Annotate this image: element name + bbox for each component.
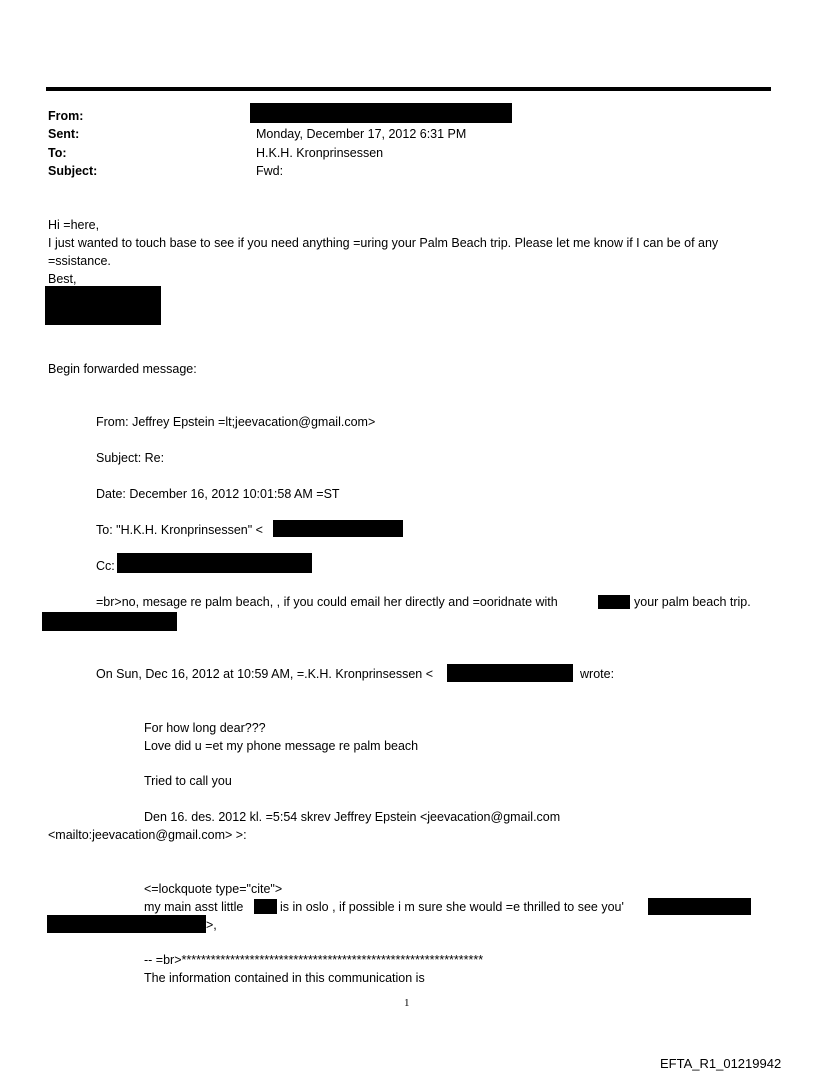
- info-line: The information contained in this communication is: [144, 971, 425, 985]
- fwd-to: To: "H.K.H. Kronprinsessen" <: [96, 523, 263, 537]
- fwd-from: From: Jeffrey Epstein =lt;jeevacation@gmail.com>: [96, 415, 376, 429]
- redaction-quote-end: [648, 898, 751, 915]
- body-line-1: I just wanted to touch base to see if you need anything =uring your Palm Beach trip. Please let me know if I can be of any: [48, 236, 719, 250]
- to-label: To:: [48, 146, 67, 160]
- reply-on-line: On Sun, Dec 16, 2012 at 10:59 AM, =.K.H. Kronprinsessen <: [96, 667, 434, 681]
- reply-wrote: wrote:: [580, 667, 615, 681]
- sent-label: Sent:: [48, 127, 80, 141]
- redaction-quote-cont: [47, 915, 206, 933]
- from-label: From:: [48, 109, 84, 123]
- quote-line-1: For how long dear???: [144, 721, 266, 735]
- quote-cont: >,: [206, 918, 217, 932]
- redaction-to: [273, 520, 403, 537]
- fwd-message-end: your palm beach trip.: [634, 595, 751, 609]
- redaction-signature: [45, 286, 161, 325]
- den-line: Den 16. des. 2012 kl. =5:54 skrev Jeffrey Epstein <jeevacation@gmail.com: [144, 810, 561, 824]
- redaction-sender: [42, 612, 177, 631]
- quote-line-3: Tried to call you: [144, 774, 232, 788]
- mailto-line: <mailto:jeevacation@gmail.com> >:: [48, 828, 247, 842]
- body-line-2: =ssistance.: [48, 254, 111, 268]
- redaction-cc: [117, 553, 312, 573]
- fwd-message: =br>no, mesage re palm beach, , if you could email her directly and =ooridnate with: [96, 595, 558, 609]
- header-rule: [46, 87, 771, 91]
- sent-value: Monday, December 17, 2012 6:31 PM: [256, 127, 467, 141]
- to-value: H.K.H. Kronprinsessen: [256, 146, 384, 160]
- redaction-name: [598, 595, 630, 609]
- fwd-date: Date: December 16, 2012 10:01:58 AM =ST: [96, 487, 340, 501]
- redaction-reply-email: [447, 664, 573, 682]
- separator-line: -- =br>**************************************************************: [144, 953, 484, 967]
- redaction-from: [250, 103, 512, 123]
- greeting: Hi =here,: [48, 218, 100, 232]
- quote-line-2: Love did u =et my phone message re palm beach: [144, 739, 419, 753]
- subject-value: Fwd:: [256, 164, 284, 178]
- subject-label: Subject:: [48, 164, 98, 178]
- quote-text-b: is in oslo , if possible i m sure she would =e thrilled to see you': [280, 900, 624, 914]
- blockquote-tag: <=lockquote type="cite">: [144, 882, 283, 896]
- forwarded-heading: Begin forwarded message:: [48, 362, 197, 376]
- document-id: EFTA_R1_01219942: [660, 1056, 782, 1071]
- fwd-cc: Cc:: [96, 559, 115, 573]
- redaction-asst: [254, 899, 277, 914]
- quote-text-a: my main asst little: [144, 900, 244, 914]
- page-number: 1: [404, 997, 410, 1009]
- fwd-subject: Subject: Re:: [96, 451, 165, 465]
- signoff: Best,: [48, 272, 77, 286]
